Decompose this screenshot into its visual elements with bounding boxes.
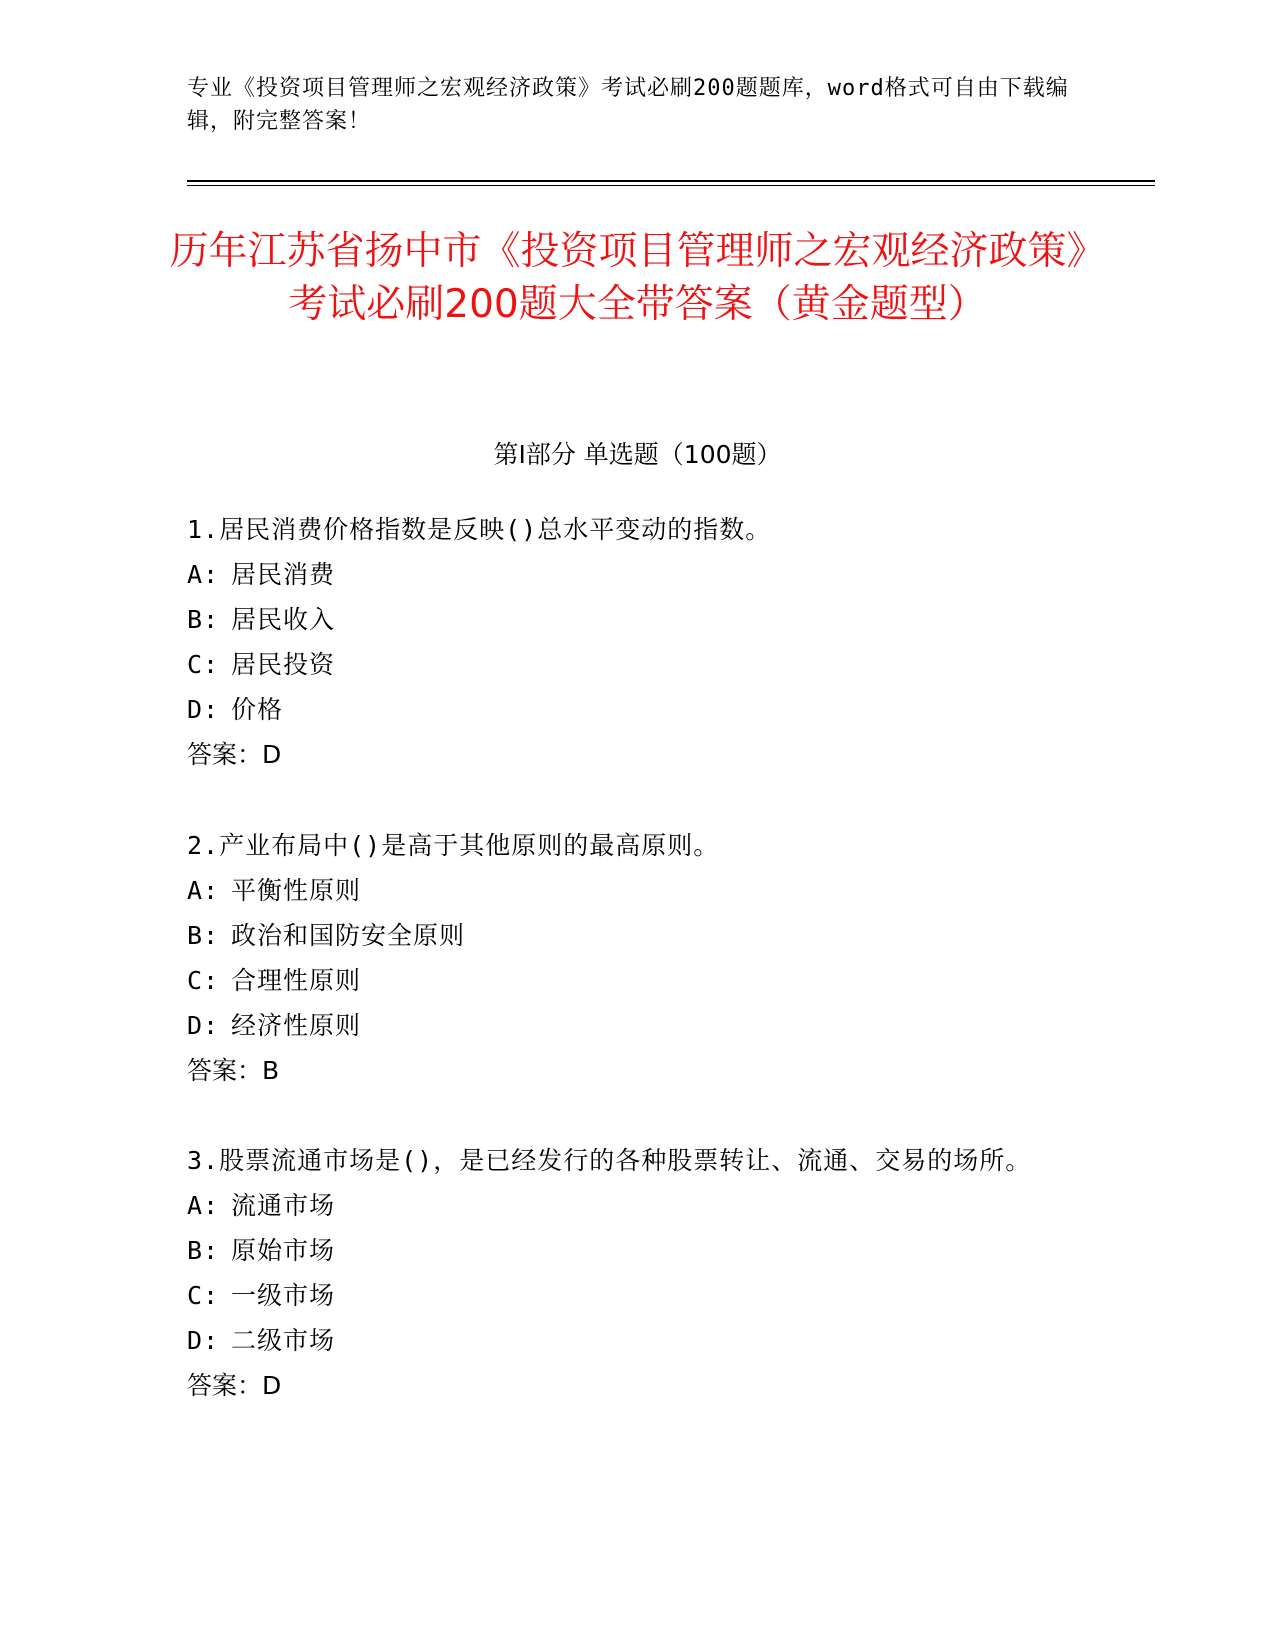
answer-line: 答案：D [187, 740, 282, 769]
option-letter: D: [187, 695, 220, 724]
option-b [187, 597, 1077, 642]
option-letter: C: [187, 966, 220, 995]
question-stem: 1.居民消费价格指数是反映()总水平变动的指数。 [187, 515, 772, 544]
option-letter: A: [187, 1191, 220, 1220]
option-text: 原始市场 [231, 1236, 336, 1265]
option-c [187, 642, 1077, 687]
option-c [187, 1273, 1077, 1318]
option-text: 一级市场 [231, 1281, 336, 1310]
option-c [187, 958, 1077, 1003]
question-1 [187, 507, 1077, 777]
option-text: 居民投资 [231, 650, 336, 679]
question-stem: 2.产业布局中()是高于其他原则的最高原则。 [187, 831, 720, 860]
option-text: 流通市场 [231, 1191, 336, 1220]
question-stem: 3.股票流通市场是()，是已经发行的各种股票转让、流通、交易的场所。 [187, 1146, 1032, 1175]
option-letter: D: [187, 1011, 220, 1040]
option-b [187, 913, 1077, 958]
option-a [187, 1183, 1077, 1228]
header-divider [187, 180, 1155, 182]
option-text: 政治和国防安全原则 [231, 921, 466, 950]
option-letter: A: [187, 560, 220, 589]
document-title: 历年江苏省扬中市《投资项目管理师之宏观经济政策》考试必刷200题大全带答案（黄金题型） [169, 229, 1106, 327]
option-text: 二级市场 [231, 1326, 336, 1355]
option-letter: B: [187, 921, 220, 950]
option-d [187, 1318, 1077, 1363]
option-text: 居民消费 [231, 560, 336, 589]
answer-line: 答案：D [187, 1371, 282, 1400]
option-b [187, 1228, 1077, 1273]
option-letter: A: [187, 876, 220, 905]
header-divider-thin [187, 185, 1155, 186]
option-text: 居民收入 [231, 605, 336, 634]
option-a [187, 868, 1077, 913]
header-note: 专业《投资项目管理师之宏观经济政策》考试必刷200题题库，word格式可自由下载编辑，附完整答案！ [187, 76, 1069, 134]
answer-line: 答案：B [187, 1056, 280, 1085]
option-letter: D: [187, 1326, 220, 1355]
option-text: 经济性原则 [231, 1011, 362, 1040]
option-letter: C: [187, 1281, 220, 1310]
question-3 [187, 1138, 1077, 1408]
option-d [187, 687, 1077, 732]
option-letter: C: [187, 650, 220, 679]
option-text: 价格 [231, 695, 284, 724]
section-heading: 第Ⅰ部分 单选题（100题） [493, 440, 782, 469]
question-2 [187, 823, 1077, 1093]
option-d [187, 1003, 1077, 1048]
option-letter: B: [187, 605, 220, 634]
option-a [187, 552, 1077, 597]
option-text: 合理性原则 [231, 966, 362, 995]
option-letter: B: [187, 1236, 220, 1265]
option-text: 平衡性原则 [231, 876, 362, 905]
